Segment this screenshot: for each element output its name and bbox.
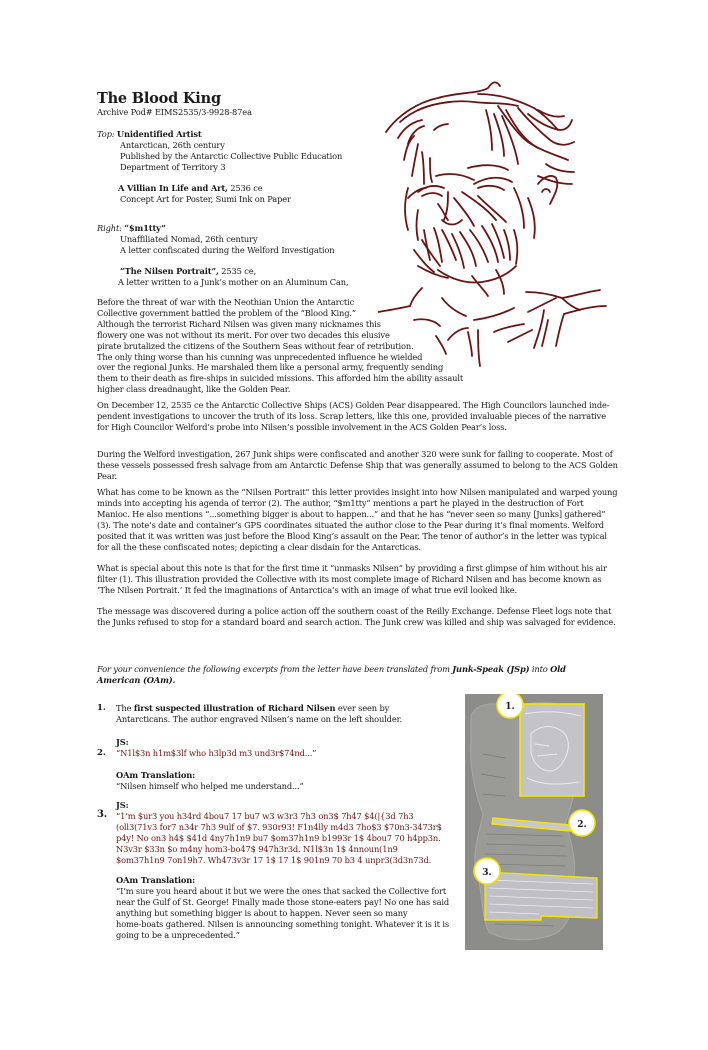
- credit-top: [97, 129, 342, 204]
- excerpt-text: ever seen by: [335, 703, 390, 713]
- portrait-sketch-illustration: [378, 80, 610, 375]
- body-paragraph: [97, 487, 617, 552]
- credit-top-work-title: A Villian In Life and Art,: [118, 182, 228, 193]
- translation-target: American (OAm).: [97, 674, 176, 685]
- credit-top-label: Top:: [97, 129, 115, 139]
- excerpt-number: 2.: [97, 748, 106, 758]
- credit-right-line: Unaffiliated Nomad, 26th century: [120, 233, 258, 244]
- js-label: JS:: [116, 800, 129, 810]
- credit-right-work-medium: A letter written to a Junk’s mother on an Aluminum Can,: [118, 276, 349, 287]
- excerpt-2: [0, 737, 460, 797]
- js-text: “N1l$3n h1m$3lf who h3lp3d m3 und3r$74nd...”: [116, 748, 317, 758]
- callout-2-label: 2.: [577, 820, 587, 830]
- js-line: p4y! No on3 h4$ $41d 4ny7h1n9 bu7 $om37h1n9 b1993r 1$ 4bou7 70 h4pp3n.: [116, 832, 441, 843]
- intro-line: pirate brutalized the citizens of the Southern Seas without fear of retribution.: [97, 340, 414, 351]
- oam-label: OAm Translation:: [116, 875, 196, 885]
- oam-text: “Nilsen himself who helped me understand...”: [116, 781, 304, 791]
- excerpt-1: [0, 703, 460, 727]
- credit-top-line: Department of Territory 3: [120, 161, 226, 172]
- intro-line: over the regional Junks. He marshaled them like a personal army, frequently sending: [97, 362, 444, 373]
- oam-line: going to be a unprecedented.”: [116, 929, 240, 940]
- js-text: [116, 811, 442, 866]
- body-paragraph: [97, 400, 609, 433]
- callout-3-label: 3.: [482, 868, 492, 878]
- oam-label: OAm Translation:: [116, 770, 196, 780]
- js-line: “1’m $ur3 you h34rd 4bou7 17 bu7 w3 w3r3 7h3 on3$ 7h47 $4(|{3d 7h3: [116, 811, 414, 821]
- translation-note-text: For your convenience the following excerpts from the letter have been translated from: [97, 664, 453, 674]
- paragraph-line: What has come to be known as the “Nilsen Portrait” this letter provides insight into how Nilsen manipulated and warped young: [97, 487, 618, 497]
- credit-top-line: Antarctican, 26th century: [120, 139, 225, 150]
- callout-3: [474, 858, 500, 884]
- body-paragraph: [97, 449, 618, 482]
- js-line: $om37h1n9 7on19h7. Wh473v3r 17 1$ 17 1$ 901n9 70 b3 4 unpr3(3d3n73d.: [116, 854, 432, 865]
- body-paragraph: [97, 606, 616, 628]
- translation-source: Junk-Speak (JSp): [452, 664, 530, 674]
- excerpt-bold: first suspected illustration of Richard Nilsen: [133, 703, 336, 713]
- paragraph-line: these vessels possessed fresh salvage from am Antarctic Defense Ship that was generally assumed to belong to the ACS Golden: [97, 459, 618, 470]
- body-paragraph: [97, 563, 607, 596]
- credit-right-work-title: “The Nilsen Portrait”,: [120, 265, 219, 276]
- paragraph-line: During the Welford investigation, 267 Junk ships were confiscated and another 320 were sunk for failing to cooperate. Most of: [97, 449, 613, 459]
- oam-line: home-boats gathered. Nilsen is announcing something tonight. Whatever it is it is: [116, 918, 449, 929]
- aluminum-can-photo: [465, 694, 603, 950]
- intro-line: The only thing worse than his cunning was unprecedented influence he wielded: [97, 351, 423, 362]
- paragraph-line: Manioc. He also mentions “...something bigger is about to happen...” and that he has “never seen so many [Junks] gathered”: [97, 508, 606, 519]
- paragraph-line: the Junks refused to stop for a standard board and search action. The Junk crew was killed and ship was salvaged for evidence.: [97, 616, 616, 627]
- callout-1-label: 1.: [505, 702, 515, 712]
- excerpt-number: 1.: [97, 703, 106, 713]
- callout-2: [569, 810, 595, 836]
- excerpt-text: The: [116, 703, 134, 713]
- paragraph-line: for High Councilor Welford’s probe into Nilsen’s possible involvement in the ACS Golden Pear’s loss.: [97, 421, 507, 432]
- intro-line: flowery one was not without its merit. For over two decades this elusive: [97, 329, 390, 340]
- excerpt-3: [0, 800, 460, 945]
- paragraph-line: The message was discovered during a police action off the southern coast of the Reilly Exchange. Defense Fleet logs note that: [97, 606, 612, 616]
- intro-line: higher class dreadnaught, like the Golden Pear.: [97, 384, 291, 395]
- archive-id: Archive Pod# EIMS2535/3-9928-87ea: [97, 107, 252, 117]
- excerpt-text: Antarcticans. The author engraved Nilsen’s name on the left shoulder.: [116, 713, 402, 724]
- paragraph-line: ‘The Nilsen Portrait.’ It fed the imaginations of Antarctica’s with an image of what true evil looked like.: [97, 584, 518, 595]
- paragraph-line: filter (1). This illustration provided the Collective with its most complete image of Richard Nilsen and has become known as: [97, 573, 602, 584]
- paragraph-line: Pear.: [97, 470, 118, 481]
- credit-right-label: Right:: [97, 223, 122, 233]
- js-label: JS:: [116, 737, 129, 747]
- credit-top-line: Published by the Antarctic Collective Public Education: [120, 150, 343, 161]
- page-title: The Blood King: [97, 90, 221, 107]
- credit-right-name: “$m1tty”: [124, 223, 166, 233]
- paragraph-line: (3). The note’s date and container’s GPS coordinates situated the author close to the Pear during it’s final moments. Welford: [97, 519, 604, 530]
- intro-line: Collective government battled the problem of the “Blood King.”: [97, 307, 356, 318]
- intro-line: Although the terrorist Richard Nilsen was given many nicknames this: [97, 318, 381, 329]
- js-line: (oll3(71v3 for7 n34r 7h3 9ulf of $7. 930r93! F1n4lly m4d3 7ho$3 $70n3-3473r$: [116, 821, 442, 832]
- translation-note: [97, 664, 566, 686]
- oam-line: near the Gulf of St. George! Finally made those stone-eaters pay! No one has said: [116, 896, 450, 907]
- intro-line: them to their death as fire-ships in suicided missions. This afforded him the ability assault: [97, 373, 464, 384]
- js-line: N3v3r $33n $o m4ny hom3-bo47$ 947h3r3d. N1l$3n 1$ 4nnoun(1n9: [116, 843, 398, 854]
- paragraph-line: pendent investigations to uncover the truth of its loss. Scrap letters, like this one, provided invaluable pieces of the narrative: [97, 410, 606, 421]
- credit-right-line: A letter confiscated during the Welford Investigation: [120, 244, 335, 255]
- translation-note-text: into: [529, 664, 551, 674]
- oam-text: [116, 886, 449, 941]
- credit-right: [97, 223, 348, 288]
- oam-line: anything but something bigger is about to happen. Never seen so many: [116, 907, 408, 918]
- credit-top-work-medium: Concept Art for Poster, Sumi Ink on Paper: [120, 193, 291, 204]
- translation-target: Old: [550, 664, 566, 674]
- paragraph-line: for all the these confiscated notes; depicting a clear disdain for the Antarcticas.: [97, 541, 421, 552]
- paragraph-line: posited that it was written was just before the Blood King’s assault on the Pear. The tenor of author’s in the letter was typical: [97, 530, 607, 541]
- callout-1: [497, 694, 523, 718]
- paragraph-line: What is special about this note is that for the first time it “unmasks Nilsen” by providing a first glimpse of him without his air: [97, 563, 607, 573]
- credit-top-work-date: 2536 ce: [230, 182, 263, 193]
- intro-line: Before the threat of war with the Neothian Union the Antarctic: [97, 297, 355, 307]
- credit-top-name: Unidentified Artist: [116, 129, 202, 139]
- paragraph-line: minds into accepting his agenda of terror (2). The author, “$m1tty” mentions a part he played in the destruction of Fort: [97, 497, 584, 508]
- credit-right-work-date: 2535 ce,: [221, 265, 257, 276]
- oam-line: “I’m sure you heard about it but we were the ones that sacked the Collective fort: [116, 886, 447, 896]
- paragraph-line: On December 12, 2535 ce the Antarctic Collective Ships (ACS) Golden Pear disappeared. The High Councilors launched inde-: [97, 400, 610, 410]
- excerpt-number: 3.: [97, 809, 108, 820]
